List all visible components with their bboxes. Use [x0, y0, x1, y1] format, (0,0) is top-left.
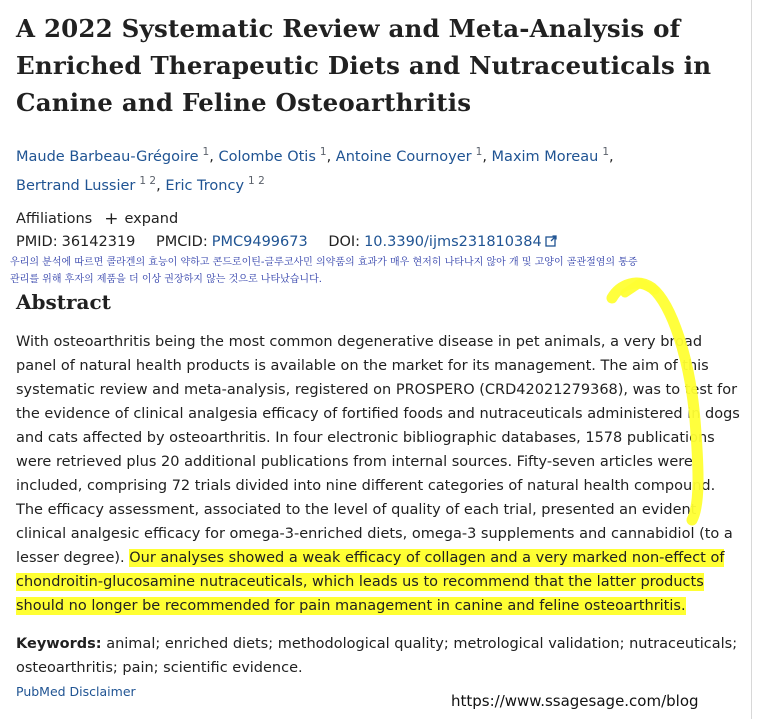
- korean-note: [10, 254, 740, 288]
- abstract-body: With osteoarthritis being the most common degenerative disease in pet animals, a very broad panel of natural health products is available on the market for its management. The aim of this systematic review and meta-analysis, registered on PROSPERO (CRD42021279368), was to test for the evidence of clinical analgesia efficacy of fortified foods and nutraceuticals administered in dogs and cats affected by osteoarthritis. In four electronic bibliographic databases, 1578 publications were retrieved plus 20 additional publications from internal sources. Fifty-seven articles were included, comprising 72 trials divided into nine different categories of natural health compound. The efficacy assessment, associated to the level of quality of each trial, presented an evident clinical analgesic efficacy for omega-3-enriched diets, omega-3 supplements and cannabidiol (to a lesser degree).: [16, 333, 740, 566]
- external-link-icon: [545, 235, 557, 247]
- affiliation-ref[interactable]: 1: [319, 146, 327, 158]
- expand-label: expand: [124, 211, 179, 228]
- affiliation-ref[interactable]: 1: [475, 146, 483, 158]
- author-link[interactable]: Colombe Otis $^1$: [218, 146, 327, 165]
- affiliation-ref[interactable]: 1 2: [139, 174, 157, 187]
- author-link[interactable]: Antoine Cournoyer $^1$: [335, 146, 483, 165]
- note-line-1: 우리의 분석에 따르면 콜라겐의 효능이 약하고 콘드로이틴-글루코사민 의약품의 효과가 매우 현저히 나타나지 않아 개 및 고양이 골관절염의 통증: [10, 256, 638, 268]
- pmid-label: PMID:: [16, 233, 58, 250]
- author-list: Maude Barbeau-Grégoire $^1$, Colombe Otis $^1$, Antoine Cournoyer $^1$, Maxim Moreau $^1$, Bertrand Lussier $^{1 2}$, Eric Troncy $^{1 2}$: [16, 146, 614, 194]
- keywords: [16, 632, 740, 680]
- author-link[interactable]: Bertrand Lussier $^{1 2}$: [16, 174, 157, 194]
- note-line-2: 관리를 위해 후자의 제품을 더 이상 권장하지 않는 것으로 나타났습니다.: [10, 273, 322, 285]
- doi-label: DOI:: [328, 233, 361, 250]
- highlighted-passage: Our analyses showed a weak efficacy of collagen and a very marked non-effect of chondroitin-glucosamine nutraceuticals, which leads us to recommend that the latter products should no longer be recommended for pain management in canine and feline osteoarthritis.: [16, 549, 725, 614]
- keywords-label: Keywords:: [16, 635, 102, 652]
- watermark-url: https://www.ssagesage.com/blog: [451, 692, 699, 710]
- keywords-text: animal; enriched diets; methodological quality; metrological validation; nutraceuticals; osteoarthritis; pain; scientific evidence.: [16, 635, 738, 676]
- plus-icon: +: [104, 208, 119, 229]
- article-page: [10, 0, 740, 680]
- expand-affiliations-button[interactable]: [104, 208, 179, 229]
- affiliation-ref[interactable]: 1: [602, 146, 609, 158]
- pubmed-disclaimer-link[interactable]: PubMed Disclaimer: [16, 684, 136, 699]
- abstract-text: [16, 330, 740, 618]
- affiliation-ref[interactable]: 1 2: [248, 174, 265, 187]
- affiliation-ref[interactable]: 1: [202, 146, 210, 158]
- pmcid-link[interactable]: PMC9499673: [211, 233, 308, 250]
- affiliations-row: [16, 208, 740, 229]
- author-link[interactable]: Maude Barbeau-Grégoire $^1$: [16, 146, 210, 165]
- affiliations-label: Affiliations: [16, 211, 93, 228]
- pmcid-label: PMCID:: [156, 233, 208, 250]
- author-link[interactable]: Eric Troncy $^{1 2}$: [165, 174, 265, 194]
- author-link[interactable]: Maxim Moreau $^1$: [491, 146, 609, 165]
- doi-link[interactable]: 10.3390/ijms231810384: [364, 234, 557, 250]
- identifiers-row: [16, 234, 740, 250]
- right-border: [751, 0, 752, 719]
- pmid-value: 36142319: [61, 233, 136, 250]
- article-title: A 2022 Systematic Review and Meta-Analysis of Enriched Therapeutic Diets and Nutraceuticals in Canine and Feline Osteoarthritis: [16, 14, 712, 117]
- abstract-heading: Abstract: [16, 289, 111, 314]
